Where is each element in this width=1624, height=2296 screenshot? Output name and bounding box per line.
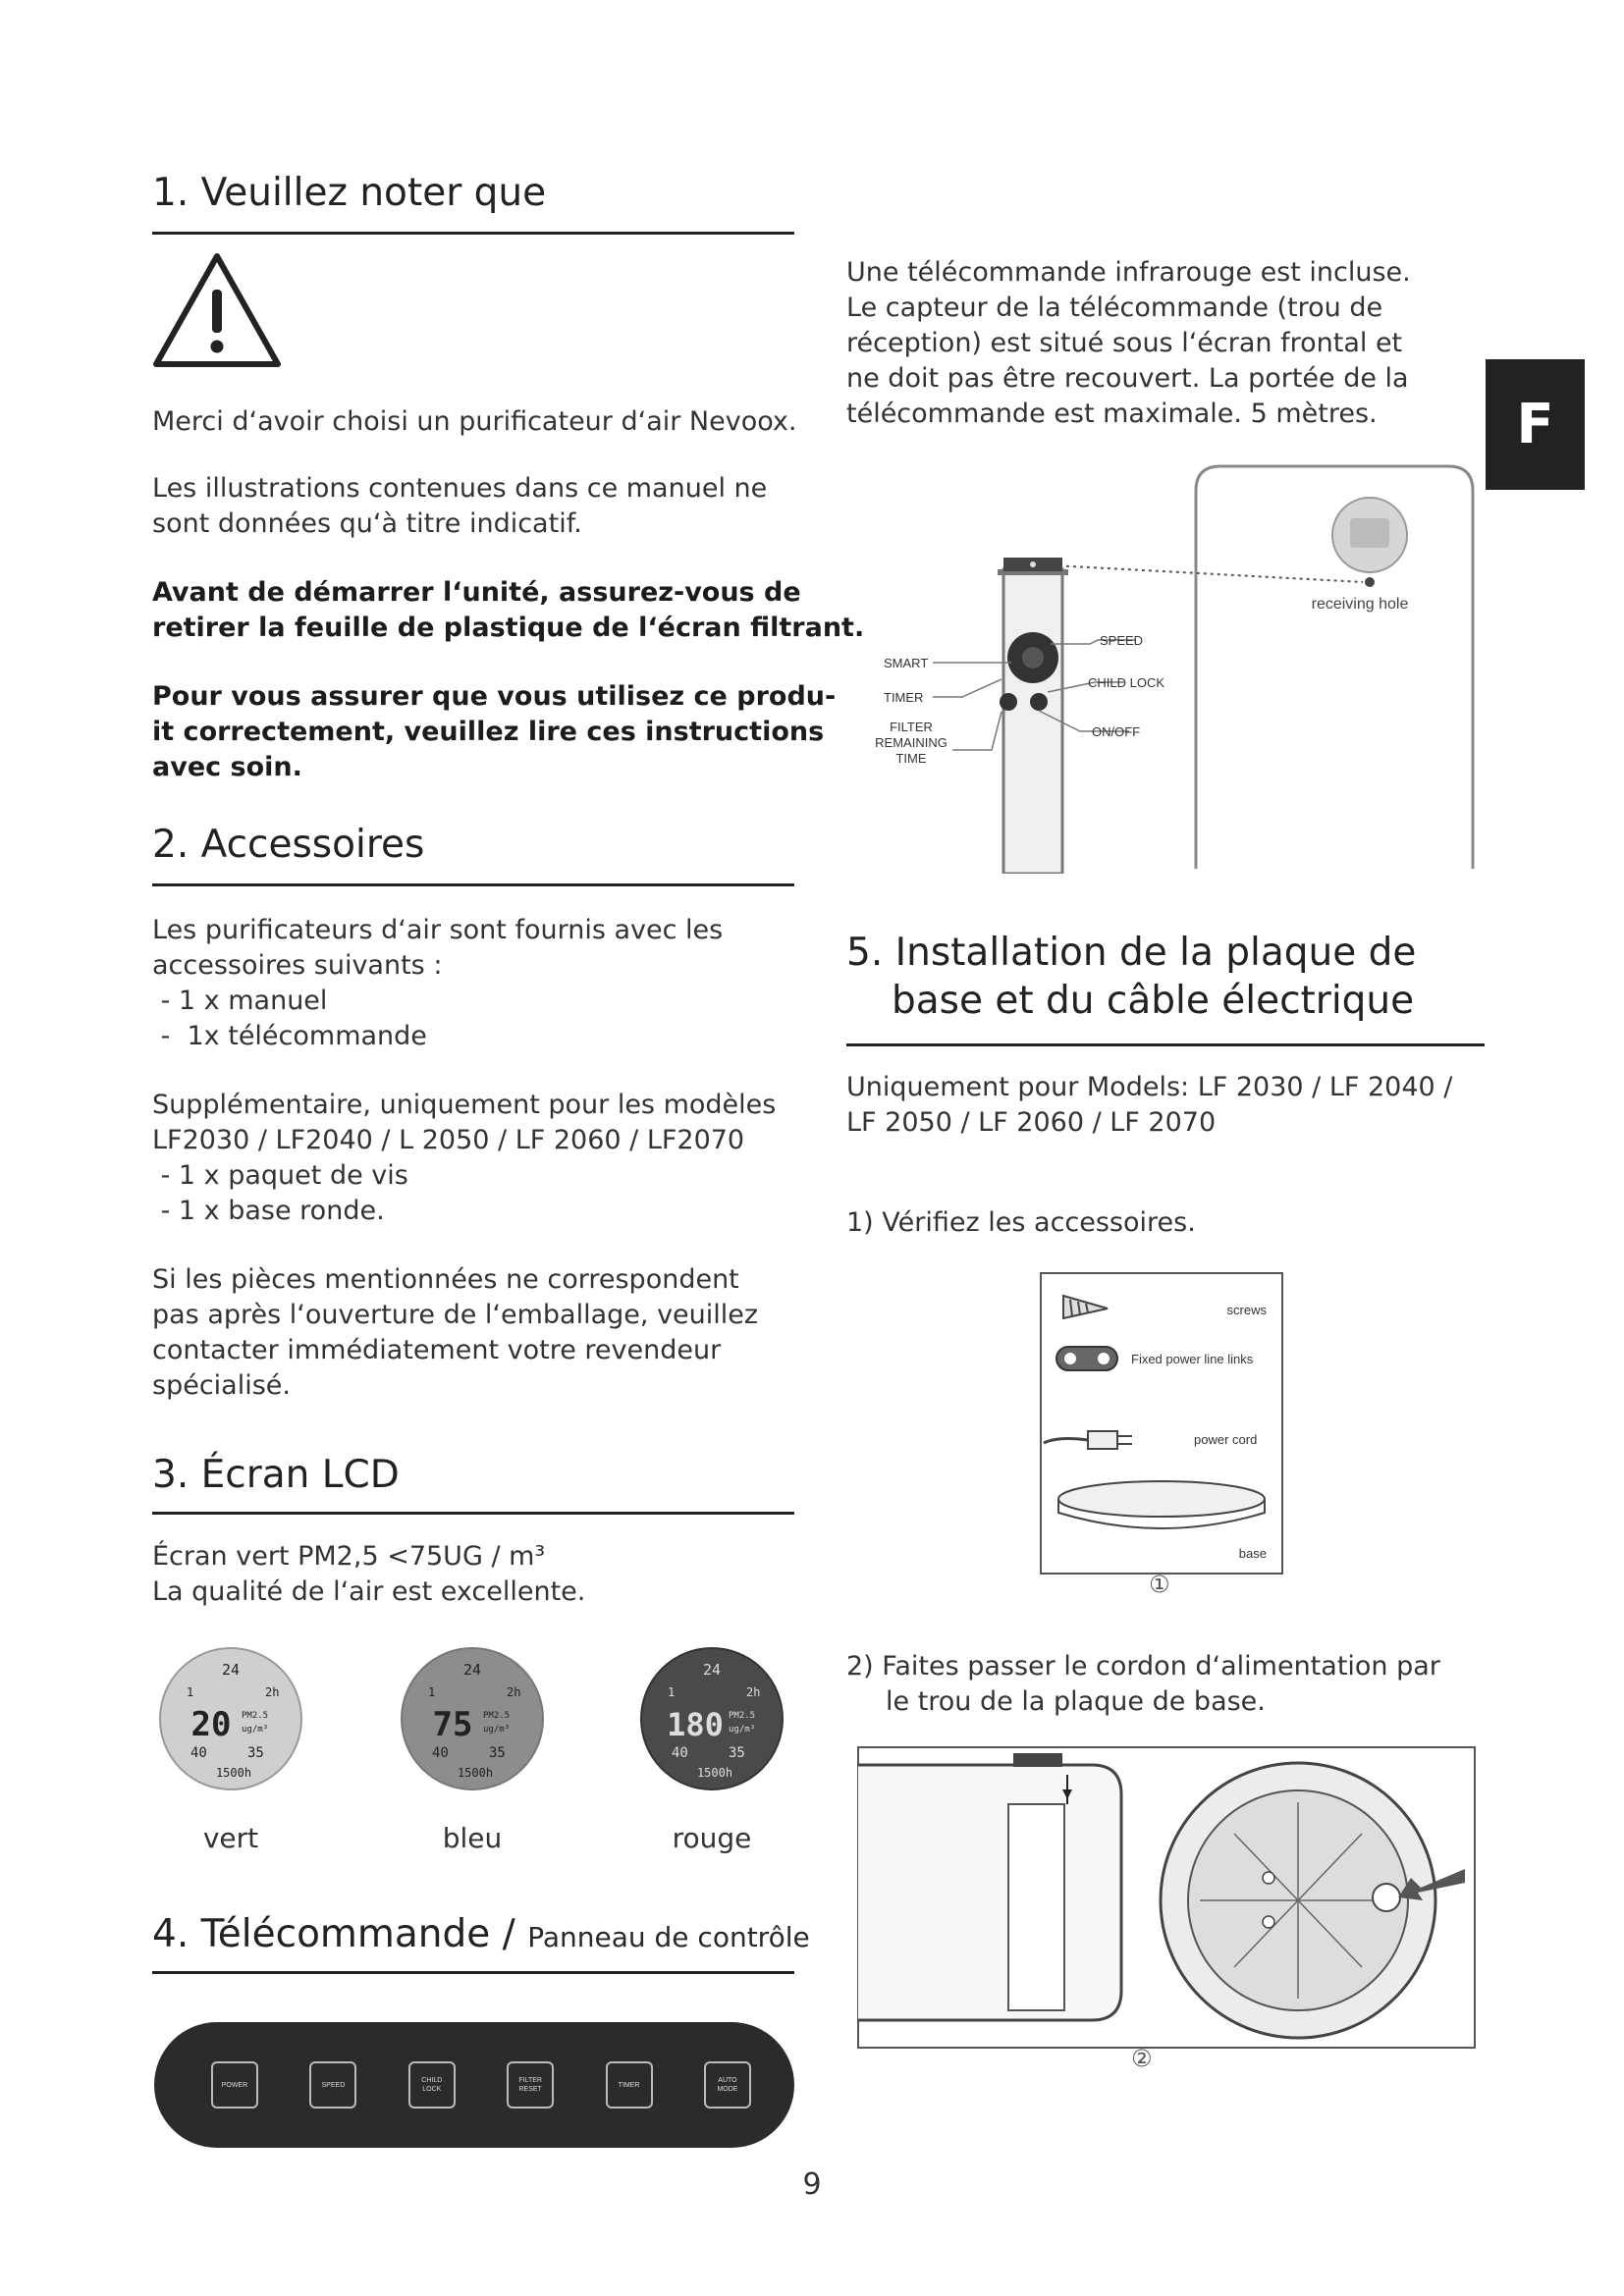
lcd-bottom-right: 35	[729, 1745, 745, 1761]
line: spécialisé.	[152, 1370, 291, 1401]
dpad-center	[1022, 647, 1044, 668]
label-filter: FILTER	[890, 720, 933, 734]
thanks-text: Merci d‘avoir choisi un purificateur d‘air Nevoox.	[152, 406, 797, 437]
label-links: Fixed power line links	[1131, 1352, 1254, 1366]
button-label: RESET	[518, 2086, 542, 2093]
remote-body	[1003, 569, 1062, 874]
line: contacter immédiatement votre revendeur	[152, 1335, 722, 1365]
lcd-left: 1	[428, 1685, 436, 1699]
speed-button[interactable]	[309, 2061, 356, 2109]
extra-accessories	[152, 1088, 776, 1229]
line: pas après l‘ouverture de l‘emballage, veuillez	[152, 1300, 759, 1330]
control-panel	[154, 2022, 794, 2148]
line: sont données qu‘à titre indicatif.	[152, 508, 582, 539]
line: Uniquement pour Models: LF 2030 / LF 2040 /	[846, 1072, 1453, 1102]
models-note	[846, 1070, 1452, 1141]
control-buttons-row	[211, 2061, 751, 2109]
line: télécommande est maximale. 5 mètres.	[846, 399, 1378, 429]
section-1-rule	[152, 232, 794, 235]
button-label: FILTER	[518, 2077, 542, 2084]
line: it correctement, veuillez lire ces instructions	[152, 717, 825, 747]
label-onoff: ON/OFF	[1092, 724, 1141, 739]
label-remaining: REMAINING	[875, 735, 947, 750]
section-4-title-sub: Panneau de contrôle	[527, 1921, 810, 1953]
lcd-top: 24	[221, 1661, 241, 1679]
list-item: - 1 x paquet de vis	[152, 1160, 408, 1191]
figure-2-number: ②	[1131, 2045, 1153, 2072]
contact-dealer	[152, 1262, 758, 1404]
section-5-title-line2: base et du câble électrique	[892, 978, 1415, 1023]
label-power-cord: power cord	[1194, 1432, 1258, 1447]
section-2-title: 2. Accessoires	[152, 823, 425, 867]
lcd-bottom-right: 35	[489, 1745, 506, 1761]
line: ne doit pas être recouvert. La portée de la	[846, 363, 1409, 394]
line: La qualité de l‘air est excellente.	[152, 1576, 586, 1607]
lcd-top: 24	[462, 1661, 482, 1679]
label-base: base	[1238, 1546, 1267, 1561]
lcd-sub2: ug/m³	[729, 1725, 756, 1735]
lcd-sub2: ug/m³	[483, 1725, 511, 1735]
cable-hole	[1373, 1884, 1400, 1911]
section-5-rule	[846, 1043, 1485, 1046]
section-3-rule	[152, 1512, 794, 1515]
remote-button-left	[1000, 693, 1017, 711]
line: Le capteur de la télécommande (trou de	[846, 293, 1383, 323]
lcd-label-red: rouge	[672, 1822, 752, 1854]
device-side-icon	[858, 1765, 1121, 2020]
accessories-figure	[1039, 1271, 1284, 1595]
step-2	[846, 1649, 1440, 1720]
accessories-list	[152, 913, 723, 1054]
lcd-bottom-left: 40	[432, 1745, 449, 1761]
label-speed: SPEED	[1100, 633, 1144, 648]
power-button[interactable]	[211, 2061, 258, 2109]
link-hole	[1098, 1353, 1110, 1364]
line: Une télécommande infrarouge est incluse.	[846, 257, 1411, 288]
lcd-hours: 1500h	[215, 1766, 252, 1780]
lcd-label-green: vert	[202, 1822, 259, 1854]
receiving-hole-label: receiving hole	[1311, 596, 1409, 613]
line: Pour vous assurer que vous utilisez ce produ-	[152, 681, 837, 712]
page-number: 9	[802, 2167, 822, 2202]
line: réception) est situé sous l‘écran frontal et	[846, 328, 1403, 358]
line: Écran vert PM2,5 <75UG / m³	[152, 1541, 546, 1572]
lcd-sub1: PM2.5	[483, 1711, 511, 1721]
auto-mode-button[interactable]	[704, 2061, 751, 2109]
child-lock-button[interactable]	[408, 2061, 456, 2109]
lcd-left: 1	[187, 1685, 194, 1699]
label-screws: screws	[1226, 1303, 1267, 1317]
lcd-sub1: PM2.5	[729, 1711, 756, 1721]
device-top	[1013, 1753, 1062, 1767]
button-label: AUTO	[718, 2077, 737, 2084]
label-timer: TIMER	[884, 690, 924, 705]
remote-button-right	[1030, 693, 1048, 711]
line: Avant de démarrer l‘unité, assurez-vous de	[152, 577, 801, 608]
section-1-title: 1. Veuillez noter que	[152, 171, 547, 215]
lcd-bottom-right: 35	[247, 1745, 264, 1761]
lcd-green	[157, 1645, 304, 1796]
lcd-sub2: ug/m³	[242, 1725, 269, 1735]
lcd-sub1: PM2.5	[242, 1711, 269, 1721]
button-label: SPEED	[321, 2081, 346, 2089]
leader-filter	[952, 712, 1001, 750]
display-detail	[1350, 518, 1389, 548]
lcd-value: 75	[432, 1705, 473, 1744]
base-install-figure	[856, 1745, 1477, 2050]
leader-timer	[933, 679, 1001, 697]
section-2-rule	[152, 883, 794, 886]
label-smart: SMART	[884, 656, 929, 670]
lcd-label-blue: bleu	[442, 1822, 503, 1854]
step-1: 1) Vérifiez les accessoires.	[846, 1207, 1196, 1238]
line: Les purificateurs d‘air sont fournis avec les	[152, 915, 724, 945]
link-hole	[1064, 1353, 1076, 1364]
figure-1-number: ①	[1149, 1571, 1170, 1598]
section-4-title-main: 4. Télécommande /	[152, 1912, 528, 1956]
line: Supplémentaire, uniquement pour les modèles	[152, 1090, 777, 1120]
line: Les illustrations contenues dans ce manuel ne	[152, 473, 768, 504]
section-3-title: 3. Écran LCD	[152, 1453, 400, 1497]
remote-figure	[854, 461, 1483, 874]
list-item: - 1 x manuel	[152, 986, 328, 1016]
cord-plug-icon	[1088, 1431, 1117, 1449]
button-label: CHILD	[421, 2077, 443, 2084]
button-label: TIMER	[618, 2081, 640, 2089]
line: Si les pièces mentionnées ne correspondent	[152, 1264, 739, 1295]
ir-line	[1053, 565, 1363, 582]
lcd-red	[638, 1645, 785, 1796]
lcd-hours: 1500h	[457, 1766, 494, 1780]
line: avec soin.	[152, 752, 302, 782]
label-time: TIME	[895, 751, 927, 766]
label-child-lock: CHILD LOCK	[1088, 675, 1165, 690]
line: le trou de la plaque de base.	[886, 1686, 1266, 1717]
line: LF2030 / LF2040 / L 2050 / LF 2060 / LF2070	[152, 1125, 745, 1155]
button-label: MODE	[717, 2086, 738, 2093]
plastic-warning	[152, 575, 864, 646]
filter-reset-button[interactable]	[507, 2061, 554, 2109]
lcd-examples	[157, 1645, 795, 1881]
lcd-value: 180	[667, 1706, 724, 1743]
list-item: - 1x télécommande	[152, 1021, 427, 1051]
lcd-bottom-left: 40	[190, 1745, 207, 1761]
section-4-title	[152, 1914, 810, 1956]
base-plate-icon	[1058, 1481, 1265, 1517]
lcd-right: 2h	[746, 1685, 761, 1699]
line: LF 2050 / LF 2060 / LF 2070	[846, 1107, 1217, 1138]
lcd-value: 20	[190, 1705, 232, 1744]
section-4-rule	[152, 1971, 794, 1974]
section-5-title-line1: 5. Installation de la plaque de	[846, 931, 1417, 975]
screw-hole	[1263, 1872, 1274, 1884]
read-instructions	[152, 679, 836, 785]
line: accessoires suivants :	[152, 950, 443, 981]
lcd-description	[152, 1539, 585, 1610]
section-1	[152, 173, 546, 215]
button-label: POWER	[221, 2081, 248, 2089]
lcd-display-icon	[399, 1645, 546, 1792]
line: 2) Faites passer le cordon d‘alimentation par	[846, 1651, 1440, 1682]
list-item: - 1 x base ronde.	[152, 1196, 385, 1226]
lcd-right: 2h	[265, 1685, 280, 1699]
lcd-top: 24	[702, 1661, 722, 1679]
lcd-right: 2h	[507, 1685, 521, 1699]
lcd-blue	[399, 1645, 546, 1796]
illustrations-note	[152, 471, 767, 542]
warning-icon	[150, 250, 284, 370]
lcd-bottom-left: 40	[672, 1745, 688, 1761]
screw-hole	[1263, 1916, 1274, 1928]
language-tab: F	[1486, 359, 1585, 490]
receiving-hole-icon	[1365, 577, 1375, 587]
section-5-title	[846, 933, 1416, 1023]
lcd-left: 1	[668, 1685, 676, 1699]
remote-description	[846, 255, 1411, 432]
button-label: LOCK	[422, 2086, 442, 2093]
lcd-hours: 1500h	[696, 1766, 733, 1780]
timer-button[interactable]	[606, 2061, 653, 2109]
ir-dot	[1030, 561, 1036, 567]
lcd-display-icon	[638, 1645, 785, 1792]
line: retirer la feuille de plastique de l‘écran filtrant.	[152, 613, 865, 643]
lcd-display-icon	[157, 1645, 304, 1792]
device-back-panel	[1008, 1804, 1064, 2010]
